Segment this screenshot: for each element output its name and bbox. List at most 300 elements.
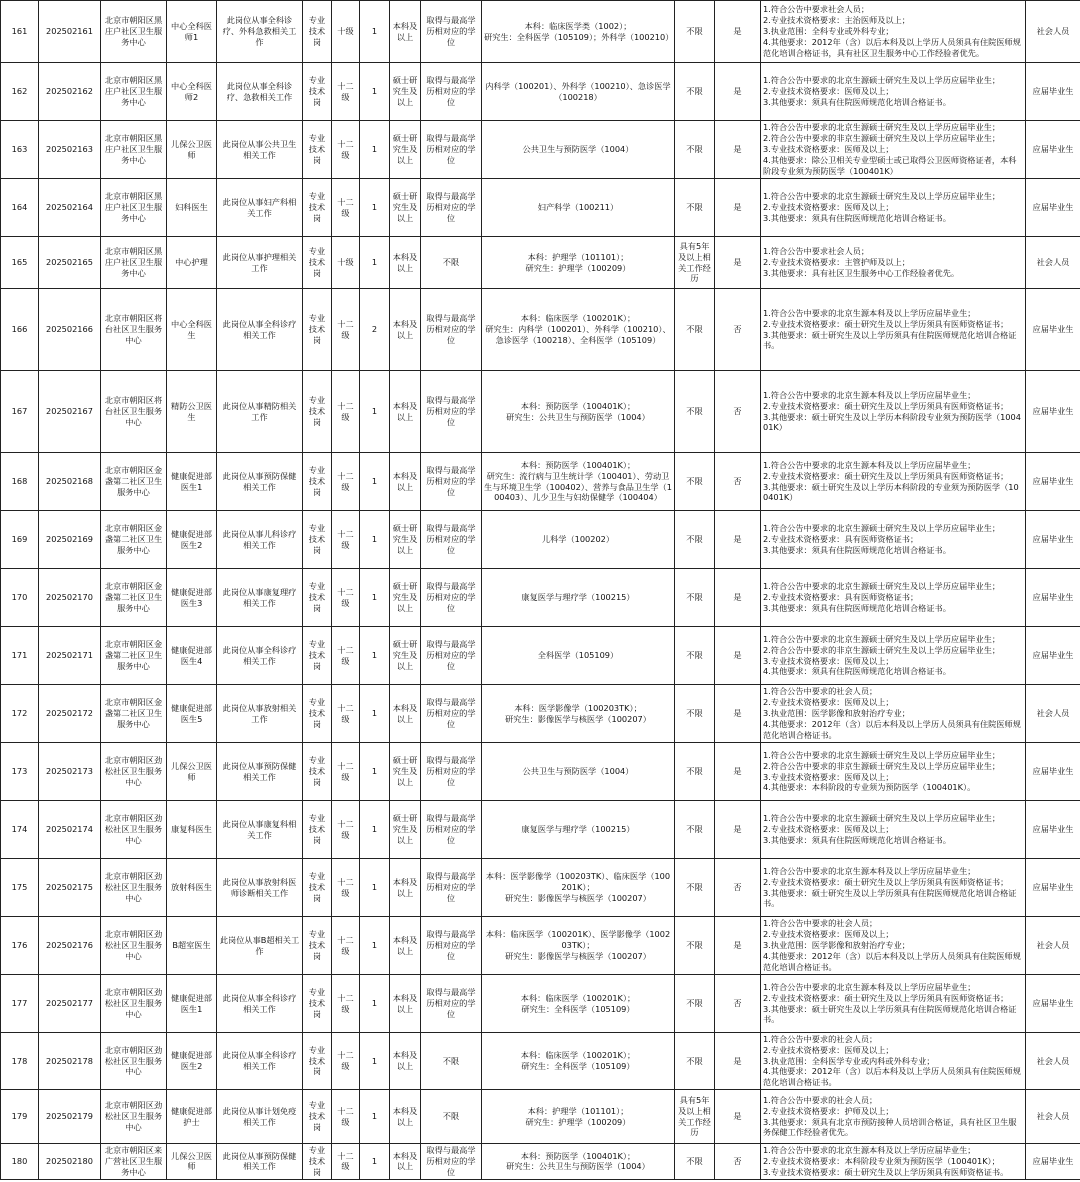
- cell-post-name: 儿保公卫医师: [167, 1144, 217, 1179]
- cell-professional-exam: 是: [715, 237, 761, 289]
- cell-other-requirements: 1.符合公告中要求的北京生源本科及以上学历应届毕业生； 2.专业技术资格要求：硕士研究生及以上学历须具有医师资格证书； 3.其他要求：硕士研究生及以上学历须具有住院医师规范化培训合格证书。: [761, 859, 1026, 917]
- cell-post-level: 十二级: [332, 1090, 360, 1144]
- cell-headcount: 1: [360, 237, 390, 289]
- cell-post-name: B超室医生: [167, 917, 217, 975]
- cell-post-category: 专业技术岗: [303, 801, 332, 859]
- cell-employer: 北京市朝阳区黑庄户社区卫生服务中心: [101, 63, 167, 121]
- cell-professional-exam: 是: [715, 801, 761, 859]
- cell-post-name: 健康促进部医生5: [167, 685, 217, 743]
- cell-experience: 不限: [675, 1, 715, 63]
- cell-number: 162: [1, 63, 39, 121]
- cell-post-category: 专业技术岗: [303, 917, 332, 975]
- cell-number: 173: [1, 743, 39, 801]
- cell-target-group: 社会人员: [1026, 917, 1080, 975]
- cell-major: 本科：预防医学（100401K）； 研究生：公共卫生与预防医学（1004）: [482, 371, 675, 453]
- cell-education: 本科及以上: [390, 289, 421, 371]
- cell-post-level: 十二级: [332, 1144, 360, 1179]
- cell-major: 本科：护理学（101101）； 研究生：护理学（100209）: [482, 237, 675, 289]
- cell-post-category: 专业技术岗: [303, 121, 332, 179]
- cell-position-code: 202502167: [39, 371, 101, 453]
- cell-post-name: 康复科医生: [167, 801, 217, 859]
- cell-post-name: 健康促进部医生2: [167, 511, 217, 569]
- cell-headcount: 1: [360, 371, 390, 453]
- cell-post-name: 健康促进部医生3: [167, 569, 217, 627]
- cell-experience: 不限: [675, 743, 715, 801]
- cell-post-description: 此岗位从事全科诊疗、急救相关工作: [217, 63, 303, 121]
- cell-position-code: 202502161: [39, 1, 101, 63]
- cell-major: 儿科学（100202）: [482, 511, 675, 569]
- cell-professional-exam: 是: [715, 685, 761, 743]
- cell-employer: 北京市朝阳区黑庄户社区卫生服务中心: [101, 1, 167, 63]
- cell-education: 本科及以上: [390, 1033, 421, 1090]
- cell-position-code: 202502162: [39, 63, 101, 121]
- cell-post-description: 此岗位从事妇产科相关工作: [217, 179, 303, 237]
- cell-major: 本科：医学影像学（100203TK）、临床医学（100201K）； 研究生：影像医学与核医学（100207）: [482, 859, 675, 917]
- cell-professional-exam: 是: [715, 569, 761, 627]
- cell-post-description: 此岗位从事公共卫生相关工作: [217, 121, 303, 179]
- cell-number: 172: [1, 685, 39, 743]
- cell-professional-exam: 是: [715, 1090, 761, 1144]
- cell-experience: 不限: [675, 801, 715, 859]
- cell-degree: 取得与最高学历相对应的学位: [421, 1144, 482, 1179]
- cell-post-category: 专业技术岗: [303, 685, 332, 743]
- cell-post-name: 健康促进部医生2: [167, 1033, 217, 1090]
- cell-employer: 北京市朝阳区来广营社区卫生服务中心: [101, 1144, 167, 1179]
- cell-experience: 不限: [675, 685, 715, 743]
- cell-number: 164: [1, 179, 39, 237]
- table-row: [1, 1090, 1080, 1144]
- cell-experience: 不限: [675, 511, 715, 569]
- cell-other-requirements: 1.符合公告中要求的北京生源硕士研究生及以上学历应届毕业生； 2.专业技术资格要求：医师及以上； 3.其他要求：须具有住院医师规范化培训合格证书。: [761, 179, 1026, 237]
- cell-other-requirements: 1.符合公告中要求的北京生源硕士研究生及以上学历应届毕业生； 2.符合公告中要求的非京生源硕士研究生及以上学历应届毕业生； 3.专业技术资格要求：医师及以上； 4.其他要求：除公卫相关专业型硕士或已取得公卫医师资格证者，本科阶段专业须为预防医学（100401K）: [761, 121, 1026, 179]
- cell-post-level: 十二级: [332, 801, 360, 859]
- cell-number: 176: [1, 917, 39, 975]
- cell-post-level: 十级: [332, 237, 360, 289]
- cell-experience: 不限: [675, 371, 715, 453]
- cell-professional-exam: 否: [715, 453, 761, 511]
- cell-degree: 取得与最高学历相对应的学位: [421, 917, 482, 975]
- cell-position-code: 202502179: [39, 1090, 101, 1144]
- cell-degree: 取得与最高学历相对应的学位: [421, 179, 482, 237]
- table-row: [1, 63, 1080, 121]
- cell-professional-exam: 否: [715, 371, 761, 453]
- cell-degree: 取得与最高学历相对应的学位: [421, 1, 482, 63]
- table-row: [1, 975, 1080, 1033]
- cell-post-name: 健康促进部医生1: [167, 975, 217, 1033]
- cell-post-level: 十二级: [332, 859, 360, 917]
- cell-post-name: 精防公卫医生: [167, 371, 217, 453]
- cell-position-code: 202502174: [39, 801, 101, 859]
- cell-post-name: 中心全科医生: [167, 289, 217, 371]
- cell-headcount: 1: [360, 1, 390, 63]
- cell-post-name: 中心护理: [167, 237, 217, 289]
- cell-education: 硕士研究生及以上: [390, 743, 421, 801]
- cell-position-code: 202502177: [39, 975, 101, 1033]
- table-row: [1, 743, 1080, 801]
- cell-post-name: 中心全科医师1: [167, 1, 217, 63]
- cell-employer: 北京市朝阳区黑庄户社区卫生服务中心: [101, 237, 167, 289]
- cell-experience: 不限: [675, 453, 715, 511]
- cell-post-level: 十二级: [332, 121, 360, 179]
- cell-position-code: 202502166: [39, 289, 101, 371]
- cell-position-code: 202502173: [39, 743, 101, 801]
- cell-other-requirements: 1.符合公告中要求的北京生源本科及以上学历应届毕业生； 2.专业技术资格要求：本科阶段专业须为预防医学（100401K）； 3.专业技术资格要求：硕士研究生及以上学历须具有医师资格证书。: [761, 1144, 1026, 1179]
- cell-degree: 不限: [421, 1090, 482, 1144]
- cell-major: 本科：护理学（101101）； 研究生：护理学（100209）: [482, 1090, 675, 1144]
- cell-post-description: 此岗位从事全科诊疗相关工作: [217, 627, 303, 685]
- cell-target-group: 应届毕业生: [1026, 569, 1080, 627]
- cell-employer: 北京市朝阳区金盏第二社区卫生服务中心: [101, 685, 167, 743]
- table-row: [1, 121, 1080, 179]
- cell-experience: 不限: [675, 179, 715, 237]
- cell-target-group: 社会人员: [1026, 237, 1080, 289]
- table-row: [1, 1, 1080, 63]
- cell-position-code: 202502164: [39, 179, 101, 237]
- cell-number: 178: [1, 1033, 39, 1090]
- cell-number: 163: [1, 121, 39, 179]
- cell-major: 本科：临床医学（100201K）； 研究生：内科学（100201）、外科学（100210）、急诊医学（100218）、全科医学（105109）: [482, 289, 675, 371]
- cell-number: 171: [1, 627, 39, 685]
- cell-post-level: 十二级: [332, 685, 360, 743]
- cell-professional-exam: 是: [715, 627, 761, 685]
- cell-post-category: 专业技术岗: [303, 63, 332, 121]
- cell-headcount: 1: [360, 743, 390, 801]
- cell-other-requirements: 1.符合公告中要求的北京生源硕士研究生及以上学历应届毕业生； 2.专业技术资格要求：医师及以上； 3.其他要求：须具有住院医师规范化培训合格证书。: [761, 63, 1026, 121]
- cell-other-requirements: 1.符合公告中要求的社会人员； 2.专业技术资格要求：医师及以上； 3.执业范围：医学影像和放射治疗专业； 4.其他要求：2012年（含）以后本科及以上学历人员须具有住院医师规范化培训合格证书。: [761, 917, 1026, 975]
- cell-post-name: 健康促进部医生4: [167, 627, 217, 685]
- cell-other-requirements: 1.符合公告中要求社会人员； 2.专业技术资格要求：主治医师及以上； 3.执业范围：全科专业或外科专业； 4.其他要求：2012年（含）以后本科及以上学历人员须具有住院医师规范化培训合格证书，具有社区卫生服务中心工作经验者优先。: [761, 1, 1026, 63]
- table-row: [1, 627, 1080, 685]
- cell-education: 本科及以上: [390, 685, 421, 743]
- cell-employer: 北京市朝阳区劲松社区卫生服务中心: [101, 1090, 167, 1144]
- cell-headcount: 1: [360, 685, 390, 743]
- cell-major: 本科：临床医学（100201K）； 研究生：全科医学（105109）: [482, 975, 675, 1033]
- cell-target-group: 应届毕业生: [1026, 371, 1080, 453]
- cell-position-code: 202502175: [39, 859, 101, 917]
- cell-degree: 取得与最高学历相对应的学位: [421, 685, 482, 743]
- cell-target-group: 应届毕业生: [1026, 121, 1080, 179]
- cell-major: 妇产科学（100211）: [482, 179, 675, 237]
- cell-post-category: 专业技术岗: [303, 511, 332, 569]
- cell-other-requirements: 1.符合公告中要求的社会人员； 2.专业技术资格要求：护师及以上； 3.其他要求：须具有北京市预防接种人员培训合格证，具有社区卫生服务保健工作经验者优先。: [761, 1090, 1026, 1144]
- table-body: [1, 1, 1080, 1180]
- cell-degree: 取得与最高学历相对应的学位: [421, 975, 482, 1033]
- cell-major: 本科：临床医学（100201K）、医学影像学（100203TK）； 研究生：影像医学与核医学（100207）: [482, 917, 675, 975]
- table-row: [1, 237, 1080, 289]
- cell-post-level: 十二级: [332, 627, 360, 685]
- cell-position-code: 202502176: [39, 917, 101, 975]
- cell-post-description: 此岗位从事预防保健相关工作: [217, 1144, 303, 1179]
- cell-post-category: 专业技术岗: [303, 1144, 332, 1179]
- cell-target-group: 应届毕业生: [1026, 627, 1080, 685]
- cell-post-description: 此岗位从事儿科诊疗相关工作: [217, 511, 303, 569]
- cell-position-code: 202502165: [39, 237, 101, 289]
- cell-headcount: 1: [360, 569, 390, 627]
- cell-post-description: 此岗位从事全科诊疗相关工作: [217, 289, 303, 371]
- cell-education: 本科及以上: [390, 237, 421, 289]
- cell-headcount: 1: [360, 1144, 390, 1179]
- cell-position-code: 202502168: [39, 453, 101, 511]
- cell-post-name: 儿保公卫医师: [167, 743, 217, 801]
- cell-employer: 北京市朝阳区金盏第二社区卫生服务中心: [101, 627, 167, 685]
- cell-major: 本科：临床医学（100201K）； 研究生：全科医学（105109）: [482, 1033, 675, 1090]
- cell-post-name: 健康促进部护士: [167, 1090, 217, 1144]
- cell-experience: 不限: [675, 627, 715, 685]
- cell-education: 本科及以上: [390, 917, 421, 975]
- cell-target-group: 社会人员: [1026, 1033, 1080, 1090]
- cell-other-requirements: 1.符合公告中要求的北京生源本科及以上学历应届毕业生； 2.专业技术资格要求：硕士研究生及以上学历须具有医师资格证书； 3.其他要求：硕士研究生及以上学历须具有住院医师规范化培训合格证书。: [761, 289, 1026, 371]
- cell-number: 167: [1, 371, 39, 453]
- cell-position-code: 202502172: [39, 685, 101, 743]
- cell-post-description: 此岗位从事放射相关工作: [217, 685, 303, 743]
- cell-post-description: 此岗位从事康复科相关工作: [217, 801, 303, 859]
- cell-employer: 北京市朝阳区将台社区卫生服务中心: [101, 289, 167, 371]
- cell-major: 本科：预防医学（100401K）； 研究生：流行病与卫生统计学（100401）、劳动卫生与环境卫生学（100402）、营养与食品卫生学（100403）、儿少卫生与妇幼保健学（100404）: [482, 453, 675, 511]
- cell-post-description: 此岗位从事精防相关工作: [217, 371, 303, 453]
- cell-headcount: 1: [360, 859, 390, 917]
- cell-experience: 不限: [675, 859, 715, 917]
- cell-education: 本科及以上: [390, 371, 421, 453]
- cell-education: 硕士研究生及以上: [390, 511, 421, 569]
- cell-other-requirements: 1.符合公告中要求的北京生源硕士研究生及以上学历应届毕业生； 2.专业技术资格要求：具有医师资格证书； 3.其他要求：须具有住院医师规范化培训合格证书。: [761, 511, 1026, 569]
- cell-target-group: 应届毕业生: [1026, 975, 1080, 1033]
- cell-post-description: 此岗位从事预防保健相关工作: [217, 743, 303, 801]
- cell-degree: 取得与最高学历相对应的学位: [421, 569, 482, 627]
- cell-professional-exam: 否: [715, 859, 761, 917]
- cell-post-level: 十二级: [332, 569, 360, 627]
- cell-degree: 取得与最高学历相对应的学位: [421, 859, 482, 917]
- cell-headcount: 1: [360, 1090, 390, 1144]
- cell-post-category: 专业技术岗: [303, 1, 332, 63]
- table-row: [1, 1144, 1080, 1179]
- cell-target-group: 应届毕业生: [1026, 511, 1080, 569]
- cell-target-group: 应届毕业生: [1026, 1144, 1080, 1179]
- cell-post-description: 此岗位从事计划免疫相关工作: [217, 1090, 303, 1144]
- cell-education: 本科及以上: [390, 975, 421, 1033]
- cell-experience: 不限: [675, 569, 715, 627]
- cell-headcount: 1: [360, 121, 390, 179]
- cell-other-requirements: 1.符合公告中要求的社会人员； 2.专业技术资格要求：医师及以上； 3.执业范围：全科医学专业或内科或外科专业； 4.其他要求：2012年（含）以后本科及以上学历人员须具有住院医师规范化培训合格证书。: [761, 1033, 1026, 1090]
- cell-employer: 北京市朝阳区劲松社区卫生服务中心: [101, 917, 167, 975]
- cell-post-level: 十二级: [332, 371, 360, 453]
- cell-professional-exam: 否: [715, 1144, 761, 1179]
- cell-major: 康复医学与理疗学（100215）: [482, 569, 675, 627]
- cell-post-category: 专业技术岗: [303, 453, 332, 511]
- cell-target-group: 应届毕业生: [1026, 63, 1080, 121]
- cell-degree: 不限: [421, 1033, 482, 1090]
- cell-number: 161: [1, 1, 39, 63]
- cell-post-name: 儿保公卫医师: [167, 121, 217, 179]
- cell-post-description: 此岗位从事全科诊疗相关工作: [217, 1033, 303, 1090]
- cell-professional-exam: 是: [715, 179, 761, 237]
- cell-experience: 不限: [675, 63, 715, 121]
- cell-degree: 取得与最高学历相对应的学位: [421, 627, 482, 685]
- cell-headcount: 1: [360, 801, 390, 859]
- cell-post-name: 健康促进部医生1: [167, 453, 217, 511]
- cell-target-group: 应届毕业生: [1026, 743, 1080, 801]
- cell-other-requirements: 1.符合公告中要求的北京生源硕士研究生及以上学历应届毕业生； 2.符合公告中要求的非京生源硕士研究生及以上学历应届毕业生； 3.专业技术资格要求：医师及以上； 4.其他要求：须具有住院医师规范化培训合格证书。: [761, 627, 1026, 685]
- cell-experience: 具有5年及以上相关工作经历: [675, 237, 715, 289]
- cell-position-code: 202502169: [39, 511, 101, 569]
- cell-degree: 取得与最高学历相对应的学位: [421, 63, 482, 121]
- cell-post-level: 十二级: [332, 511, 360, 569]
- cell-education: 本科及以上: [390, 453, 421, 511]
- cell-employer: 北京市朝阳区将台社区卫生服务中心: [101, 371, 167, 453]
- cell-major: 本科：临床医学类（1002）； 研究生：全科医学（105109）；外科学（100210）: [482, 1, 675, 63]
- cell-professional-exam: 是: [715, 1033, 761, 1090]
- cell-number: 166: [1, 289, 39, 371]
- cell-post-category: 专业技术岗: [303, 179, 332, 237]
- cell-post-description: 此岗位从事护理相关工作: [217, 237, 303, 289]
- cell-degree: 不限: [421, 237, 482, 289]
- cell-post-category: 专业技术岗: [303, 237, 332, 289]
- cell-post-name: 放射科医生: [167, 859, 217, 917]
- cell-employer: 北京市朝阳区金盏第二社区卫生服务中心: [101, 511, 167, 569]
- cell-headcount: 1: [360, 1033, 390, 1090]
- cell-post-category: 专业技术岗: [303, 859, 332, 917]
- cell-professional-exam: 是: [715, 1, 761, 63]
- cell-experience: 不限: [675, 975, 715, 1033]
- cell-employer: 北京市朝阳区劲松社区卫生服务中心: [101, 975, 167, 1033]
- cell-major: 本科：医学影像学（100203TK）； 研究生：影像医学与核医学（100207）: [482, 685, 675, 743]
- cell-number: 177: [1, 975, 39, 1033]
- table-row: [1, 453, 1080, 511]
- cell-position-code: 202502180: [39, 1144, 101, 1179]
- cell-post-category: 专业技术岗: [303, 1090, 332, 1144]
- cell-post-description: 此岗位从事全科诊疗相关工作: [217, 975, 303, 1033]
- cell-education: 本科及以上: [390, 859, 421, 917]
- cell-post-level: 十二级: [332, 1033, 360, 1090]
- cell-target-group: 应届毕业生: [1026, 801, 1080, 859]
- table-row: [1, 917, 1080, 975]
- cell-headcount: 2: [360, 289, 390, 371]
- cell-professional-exam: 是: [715, 511, 761, 569]
- cell-headcount: 1: [360, 917, 390, 975]
- cell-number: 180: [1, 1144, 39, 1179]
- cell-other-requirements: 1.符合公告中要求的社会人员； 2.专业技术资格要求：医师及以上； 3.执业范围：医学影像和放射治疗专业； 4.其他要求：2012年（含）以后本科及以上学历人员须具有住院医师规范化培训合格证书。: [761, 685, 1026, 743]
- cell-employer: 北京市朝阳区金盏第二社区卫生服务中心: [101, 453, 167, 511]
- cell-employer: 北京市朝阳区劲松社区卫生服务中心: [101, 1033, 167, 1090]
- cell-target-group: 社会人员: [1026, 685, 1080, 743]
- cell-number: 169: [1, 511, 39, 569]
- cell-professional-exam: 是: [715, 917, 761, 975]
- table-row: [1, 801, 1080, 859]
- cell-post-name: 中心全科医师2: [167, 63, 217, 121]
- cell-education: 硕士研究生及以上: [390, 801, 421, 859]
- cell-degree: 取得与最高学历相对应的学位: [421, 801, 482, 859]
- cell-post-level: 十级: [332, 1, 360, 63]
- cell-number: 175: [1, 859, 39, 917]
- cell-degree: 取得与最高学历相对应的学位: [421, 289, 482, 371]
- cell-position-code: 202502170: [39, 569, 101, 627]
- cell-post-category: 专业技术岗: [303, 569, 332, 627]
- cell-employer: 北京市朝阳区劲松社区卫生服务中心: [101, 743, 167, 801]
- cell-experience: 不限: [675, 121, 715, 179]
- cell-post-category: 专业技术岗: [303, 627, 332, 685]
- cell-post-category: 专业技术岗: [303, 743, 332, 801]
- cell-professional-exam: 是: [715, 121, 761, 179]
- cell-post-category: 专业技术岗: [303, 371, 332, 453]
- cell-post-category: 专业技术岗: [303, 1033, 332, 1090]
- cell-employer: 北京市朝阳区劲松社区卫生服务中心: [101, 859, 167, 917]
- cell-post-category: 专业技术岗: [303, 289, 332, 371]
- cell-professional-exam: 否: [715, 289, 761, 371]
- cell-degree: 取得与最高学历相对应的学位: [421, 743, 482, 801]
- cell-other-requirements: 1.符合公告中要求的北京生源硕士研究生及以上学历应届毕业生； 2.符合公告中要求的非京生源硕士研究生及以上学历应届毕业生； 3.专业技术资格要求：医师及以上； 4.其他要求：本科阶段的专业须为预防医学（100401K）。: [761, 743, 1026, 801]
- cell-post-level: 十二级: [332, 63, 360, 121]
- table-row: [1, 179, 1080, 237]
- cell-major: 公共卫生与预防医学（1004）: [482, 121, 675, 179]
- table-row: [1, 685, 1080, 743]
- cell-other-requirements: 1.符合公告中要求的北京生源本科及以上学历应届毕业生； 2.专业技术资格要求：硕士研究生及以上学历须具有医师资格证书； 3.其他要求：硕士研究生及以上学历须具有住院医师规范化培训合格证书。: [761, 975, 1026, 1033]
- cell-experience: 不限: [675, 1144, 715, 1179]
- cell-headcount: 1: [360, 179, 390, 237]
- cell-headcount: 1: [360, 63, 390, 121]
- cell-education: 硕士研究生及以上: [390, 63, 421, 121]
- cell-education: 本科及以上: [390, 1144, 421, 1179]
- cell-professional-exam: 是: [715, 63, 761, 121]
- cell-professional-exam: 否: [715, 975, 761, 1033]
- cell-employer: 北京市朝阳区黑庄户社区卫生服务中心: [101, 179, 167, 237]
- cell-number: 179: [1, 1090, 39, 1144]
- cell-degree: 取得与最高学历相对应的学位: [421, 453, 482, 511]
- cell-other-requirements: 1.符合公告中要求的北京生源本科及以上学历应届毕业生； 2.专业技术资格要求：硕士研究生及以上学历须具有医师资格证书； 3.其他要求：硕士研究生及以上学历本科阶段专业须为预防医学（100401K）: [761, 371, 1026, 453]
- cell-education: 硕士研究生及以上: [390, 627, 421, 685]
- cell-number: 168: [1, 453, 39, 511]
- cell-other-requirements: 1.符合公告中要求的北京生源本科及以上学历应届毕业生； 2.专业技术资格要求：硕士研究生及以上学历须具有医师资格证书； 3.其他要求：硕士研究生及以上学历本科阶段的专业须为预防医学（100401K）: [761, 453, 1026, 511]
- cell-target-group: 社会人员: [1026, 1090, 1080, 1144]
- cell-professional-exam: 是: [715, 743, 761, 801]
- cell-post-level: 十二级: [332, 743, 360, 801]
- cell-experience: 不限: [675, 917, 715, 975]
- cell-education: 硕士研究生及以上: [390, 179, 421, 237]
- cell-target-group: 应届毕业生: [1026, 179, 1080, 237]
- cell-major: 康复医学与理疗学（100215）: [482, 801, 675, 859]
- cell-number: 174: [1, 801, 39, 859]
- table-row: [1, 511, 1080, 569]
- cell-target-group: 应届毕业生: [1026, 859, 1080, 917]
- cell-position-code: 202502171: [39, 627, 101, 685]
- table-row: [1, 371, 1080, 453]
- cell-post-level: 十二级: [332, 179, 360, 237]
- cell-degree: 取得与最高学历相对应的学位: [421, 121, 482, 179]
- table-row: [1, 569, 1080, 627]
- cell-other-requirements: 1.符合公告中要求的北京生源硕士研究生及以上学历应届毕业生； 2.专业技术资格要求：具有医师资格证书； 3.其他要求：须具有住院医师规范化培训合格证书。: [761, 569, 1026, 627]
- cell-post-level: 十二级: [332, 975, 360, 1033]
- cell-post-level: 十二级: [332, 453, 360, 511]
- cell-headcount: 1: [360, 627, 390, 685]
- cell-post-level: 十二级: [332, 917, 360, 975]
- cell-education: 本科及以上: [390, 1, 421, 63]
- cell-number: 170: [1, 569, 39, 627]
- cell-headcount: 1: [360, 511, 390, 569]
- cell-post-description: 此岗位从事B超相关工作: [217, 917, 303, 975]
- cell-post-name: 妇科医生: [167, 179, 217, 237]
- cell-post-description: 此岗位从事康复理疗相关工作: [217, 569, 303, 627]
- table-row: [1, 1033, 1080, 1090]
- cell-experience: 具有5年及以上相关工作经历: [675, 1090, 715, 1144]
- cell-position-code: 202502163: [39, 121, 101, 179]
- cell-experience: 不限: [675, 289, 715, 371]
- cell-major: 内科学（100201）、外科学（100210）、急诊医学（100218）: [482, 63, 675, 121]
- cell-headcount: 1: [360, 453, 390, 511]
- cell-position-code: 202502178: [39, 1033, 101, 1090]
- cell-post-description: 此岗位从事全科诊疗、外科急救相关工作: [217, 1, 303, 63]
- cell-post-description: 此岗位从事放射科医师诊断相关工作: [217, 859, 303, 917]
- cell-degree: 取得与最高学历相对应的学位: [421, 371, 482, 453]
- cell-major: 公共卫生与预防医学（1004）: [482, 743, 675, 801]
- cell-education: 硕士研究生及以上: [390, 569, 421, 627]
